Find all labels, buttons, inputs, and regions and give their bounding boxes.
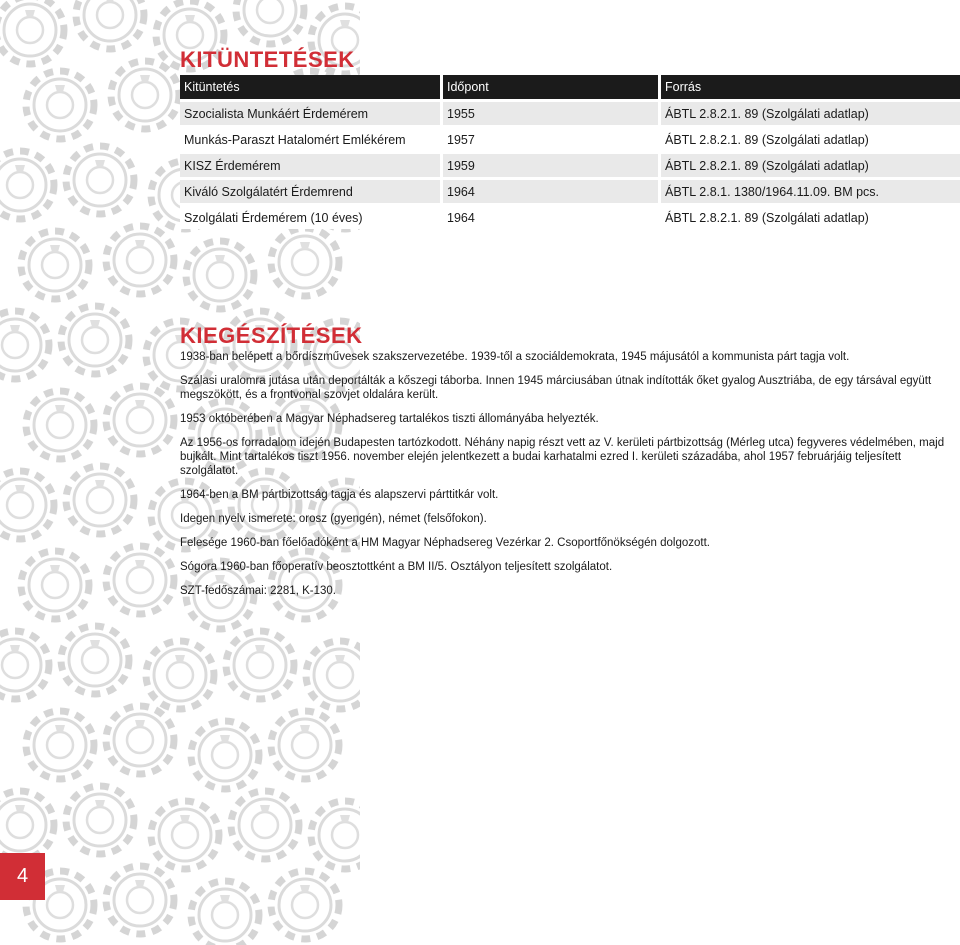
award-source: ÁBTL 2.8.1. 1380/1964.11.09. BM pcs.	[661, 177, 960, 203]
award-source: ÁBTL 2.8.2.1. 89 (Szolgálati adatlap)	[661, 151, 960, 177]
note-paragraph: Idegen nyelv ismerete: orosz (gyengén), német (felsőfokon).	[180, 513, 487, 525]
note-paragraph: 1964-ben a BM pártbizottság tagja és alapszervi párttitkár volt.	[180, 489, 499, 501]
note-paragraph: Sógora 1960-ban főoperatív beosztottként a BM II/5. Osztályon teljesített szolgálatot.	[180, 561, 613, 573]
note-paragraph: Felesége 1960-ban főelőadóként a HM Magyar Néphadsereg Vezérkar 2. Csoportfőnökségén dolgozott.	[180, 537, 710, 549]
header-source: Forrás	[661, 75, 960, 99]
award-date: 1964	[443, 203, 658, 229]
award-date: 1959	[443, 151, 658, 177]
supplements-list	[180, 350, 950, 608]
note-paragraph: SZT-fedőszámai: 2281, K-130.	[180, 585, 336, 597]
award-source: ÁBTL 2.8.2.1. 89 (Szolgálati adatlap)	[661, 203, 960, 229]
awards-table	[180, 75, 960, 229]
awards-section-title: KITÜNTETÉSEK	[180, 47, 355, 72]
note-paragraph: Az 1956-os forradalom idején Budapesten tartózkodott. Néhány napig részt vett az V. kerületi pártbizottság (Mérleg utca) fegyveres védelmében, majd bujkált. Mint tartalékos tiszt 1956. november elején jelentkezett a budai karhatalmi ezred I. kerületi századába, ahol 1957 februárjáig teljesített szolgálatot.	[180, 437, 945, 477]
table-row	[180, 203, 960, 229]
award-name: Kiváló Szolgálatért Érdemrend	[180, 177, 440, 203]
header-date: Időpont	[443, 75, 658, 99]
supplements-section-title: KIEGÉSZÍTÉSEK	[180, 323, 363, 348]
table-row	[180, 177, 960, 203]
table-row	[180, 151, 960, 177]
award-name: Munkás-Paraszt Hatalomért Emlékérem	[180, 125, 440, 151]
page-number-badge: 4	[0, 853, 45, 900]
award-name: KISZ Érdemérem	[180, 151, 440, 177]
table-row	[180, 99, 960, 125]
award-source: ÁBTL 2.8.2.1. 89 (Szolgálati adatlap)	[661, 99, 960, 125]
award-name: Szolgálati Érdemérem (10 éves)	[180, 203, 440, 229]
award-source: ÁBTL 2.8.2.1. 89 (Szolgálati adatlap)	[661, 125, 960, 151]
header-award: Kitüntetés	[180, 75, 440, 99]
note-paragraph: Szálasi uralomra jutása után deportálták a kőszegi táborba. Innen 1945 márciusában útnak indították őket gyalog Ausztriába, de egy társával együtt megszökött, és a frontvonal szovjet oldalára került.	[180, 375, 932, 401]
table-row	[180, 125, 960, 151]
note-paragraph: 1938-ban belépett a bőrdíszművesek szakszervezetébe. 1939-től a szociáldemokrata, 1945 májusától a kommunista párt tagja volt.	[180, 351, 850, 363]
award-date: 1964	[443, 177, 658, 203]
awards-table-header	[180, 75, 960, 99]
award-date: 1955	[443, 99, 658, 125]
award-date: 1957	[443, 125, 658, 151]
award-name: Szocialista Munkáért Érdemérem	[180, 99, 440, 125]
note-paragraph: 1953 októberében a Magyar Néphadsereg tartalékos tiszti állományába helyezték.	[180, 413, 599, 425]
